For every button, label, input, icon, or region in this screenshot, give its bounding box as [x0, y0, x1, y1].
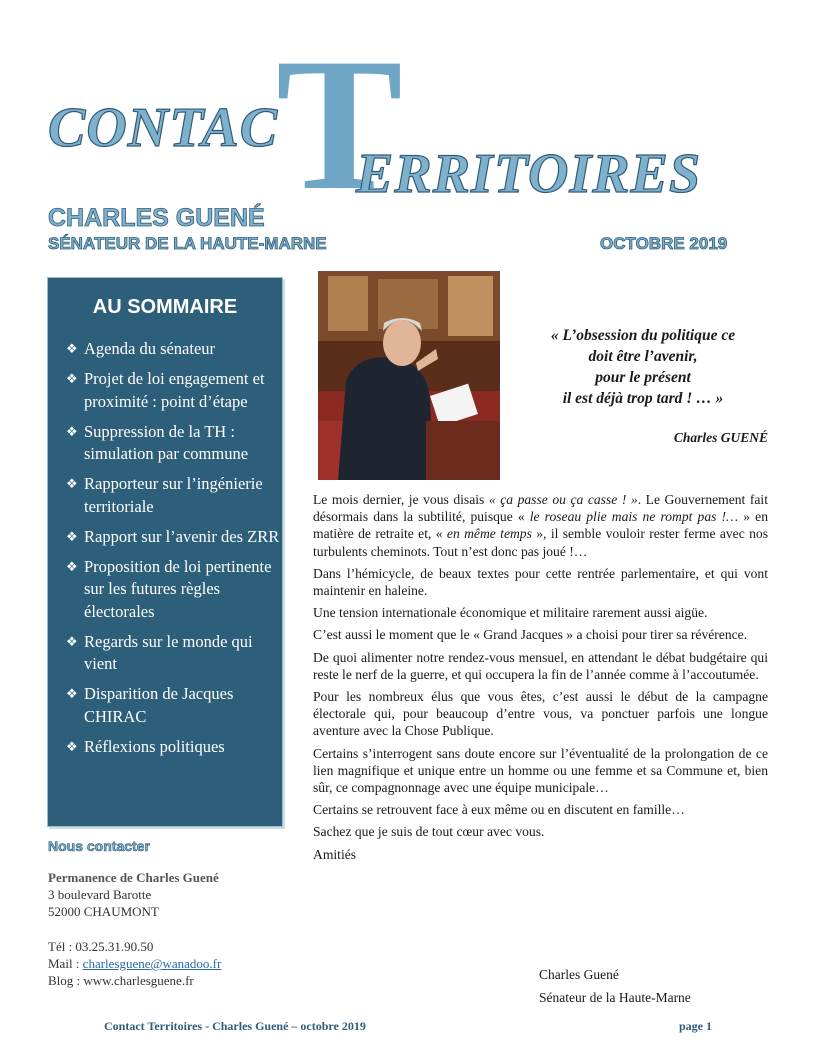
masthead-big-t: T: [276, 20, 404, 230]
diamond-bullet-icon: ❖: [66, 686, 78, 701]
sommaire-item[interactable]: ❖ Réflexions politiques: [66, 736, 280, 759]
page-footer: Contact Territoires - Charles Guené – octobre 2019 page 1: [104, 1019, 712, 1033]
diamond-bullet-icon: ❖: [66, 476, 78, 491]
sommaire-item[interactable]: ❖ Suppression de la TH : simulation par commune: [66, 421, 249, 463]
diamond-bullet-icon: ❖: [66, 633, 78, 649]
contact-city: 52000 CHAUMONT: [48, 904, 159, 919]
contact-phone: Tél : 03.25.31.90.50: [48, 939, 154, 954]
paragraph: C’est aussi le moment que le « Grand Jacques » a choisi pour tirer sa révérence.: [313, 627, 748, 643]
diamond-bullet-icon: ❖: [66, 528, 78, 544]
sommaire-item[interactable]: ❖ Rapporteur sur l’ingénierie territoriale: [66, 474, 263, 516]
senate-speech-image: [318, 271, 500, 480]
diamond-bullet-icon: ❖: [66, 423, 78, 439]
diamond-bullet-icon: ❖: [66, 558, 78, 574]
issue-date: OCTOBRE 2019: [600, 234, 728, 253]
closing-greeting: Amitiés: [313, 846, 357, 862]
contact-heading: Nous contacter: [48, 838, 150, 854]
paragraph: Dans l’hémicycle, de beaux textes pour cette rentrée parlementaire, et qui vont maintenir en haleine.: [313, 565, 768, 599]
sommaire-item[interactable]: ❖ Proposition de loi pertinente sur les futures règles électorales: [66, 556, 272, 621]
sommaire-item[interactable]: ❖ Rapport sur l’avenir des ZRR: [66, 526, 280, 549]
contact-address: 3 boulevard Barotte: [48, 887, 152, 902]
sommaire-item[interactable]: ❖ Regards sur le monde qui vient: [66, 631, 253, 673]
senator-title: SÉNATEUR DE LA HAUTE-MARNE: [48, 234, 327, 253]
senator-photo: [318, 271, 500, 480]
contact-blog: Blog : www.charlesguene.fr: [48, 973, 194, 988]
signature: Charles Guené Sénateur de la Haute-Marne: [539, 967, 691, 1005]
diamond-bullet-icon: ❖: [66, 738, 78, 754]
paragraph: Certains s’interrogent sans doute encore sur l’éventualité de la prolongation de ce lien magnifique et unique entre un homme ou une femme et sa Commune et, bien sûr, ce compagnonnage avec une équipe municipale…: [313, 745, 768, 796]
paragraph: De quoi alimenter notre rendez-vous mensuel, en attendant le débat budgétaire qui reste le nerf de la guerre, et qui occupera la fin de l’année comme à l’accoutumée.: [313, 649, 768, 682]
senator-name: CHARLES GUENÉ: [48, 204, 265, 232]
contact-office: Permanence de Charles Guené: [48, 870, 219, 885]
page-number: page 1: [679, 1019, 712, 1033]
paragraph: Certains se retrouvent face à eux même ou en discutent en famille…: [313, 802, 685, 818]
masthead-contac: CONTAC: [48, 97, 279, 159]
diamond-bullet-icon: ❖: [66, 371, 78, 386]
contact-mail: Mail : charlesguene@wanadoo.fr: [48, 956, 222, 971]
mail-link[interactable]: charlesguene@wanadoo.fr: [82, 956, 222, 971]
paragraph: Une tension internationale économique et militaire rarement aussi aigüe.: [313, 605, 708, 621]
sommaire-item[interactable]: ❖ Agenda du sénateur: [66, 338, 280, 361]
paragraph: Le mois dernier, je vous disais « ça passe ou ça casse ! ». Le Gouvernement fait désormais dans la subtilité, puisque « le roseau plie mais ne rompt pas !… » en matière de retraite et, « en même temps », il semble vouloir rester ferme avec nos turbulents cheminots. Tout n’est donc pas joué !…: [313, 492, 768, 559]
sommaire-panel: [47, 277, 283, 827]
editorial-quote: « L’obsession du politique ce doit être l’avenir, pour le présent il est déjà trop tard ! … »: [550, 327, 736, 407]
sommaire-title: AU SOMMAIRE: [92, 296, 238, 318]
editorial-body: [313, 491, 768, 868]
paragraph: Sachez que je suis de tout cœur avec vous.: [313, 824, 545, 840]
sommaire-item[interactable]: ❖ Projet de loi engagement et proximité : point d’étape: [66, 369, 265, 411]
sommaire-item[interactable]: ❖ Disparition de Jacques CHIRAC: [66, 684, 234, 726]
diamond-bullet-icon: ❖: [66, 341, 78, 356]
paragraph: Pour les nombreux élus que vous êtes, c’est aussi le début de la campagne électorale qui, pour beaucoup d’entre vous, va ponctuer parfois une longue aventure avec la Chose Publique.: [313, 689, 768, 739]
quote-author: Charles GUENÉ: [673, 430, 768, 445]
sommaire-list: [66, 338, 280, 766]
masthead-erritoires: ERRITOIRES: [356, 143, 702, 205]
